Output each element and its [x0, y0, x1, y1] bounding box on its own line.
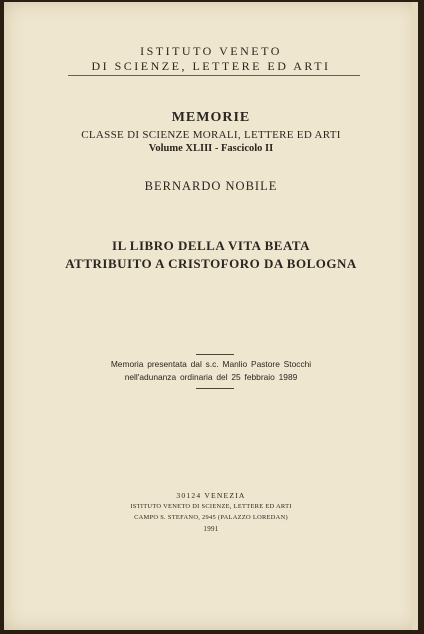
series-classe: CLASSE DI SCIENZE MORALI, LETTERE ED ARTI [81, 129, 341, 141]
top-divider [68, 75, 360, 76]
imprint-place: 30124 VENEZIA [176, 491, 246, 500]
imprint-line-2: CAMPO S. STEFANO, 2945 (PALAZZO LOREDAN) [134, 514, 288, 521]
publisher-name [4, 44, 418, 74]
memoria-divider-bottom [196, 388, 234, 389]
series-title: MEMORIE [171, 110, 251, 125]
memoria-divider-top [196, 354, 234, 355]
imprint-year: 1991 [203, 525, 219, 533]
author-name: BERNARDO NOBILE [144, 179, 278, 193]
page-edge [412, 2, 418, 630]
memoria-line-1: Memoria presentata dal s.c. Manlio Pastore Stocchi [110, 359, 312, 369]
publisher-line-1: ISTITUTO VENETO [140, 44, 282, 58]
book-title-line-1: IL LIBRO DELLA VITA BEATA [112, 238, 310, 253]
memoria-line-2: nell'adunanza ordinaria del 25 febbraio 1989 [124, 372, 298, 382]
imprint-line-1: ISTITUTO VENETO DI SCIENZE, LETTERE ED ARTI [130, 503, 292, 510]
volume-info: Volume XLIII - Fascicolo II [148, 143, 274, 154]
publisher-line-2: DI SCIENZE, LETTERE ED ARTI [91, 59, 331, 73]
book-title-line-2: ATTRIBUITO A CRISTOFORO DA BOLOGNA [65, 256, 357, 271]
book-cover [4, 2, 418, 630]
